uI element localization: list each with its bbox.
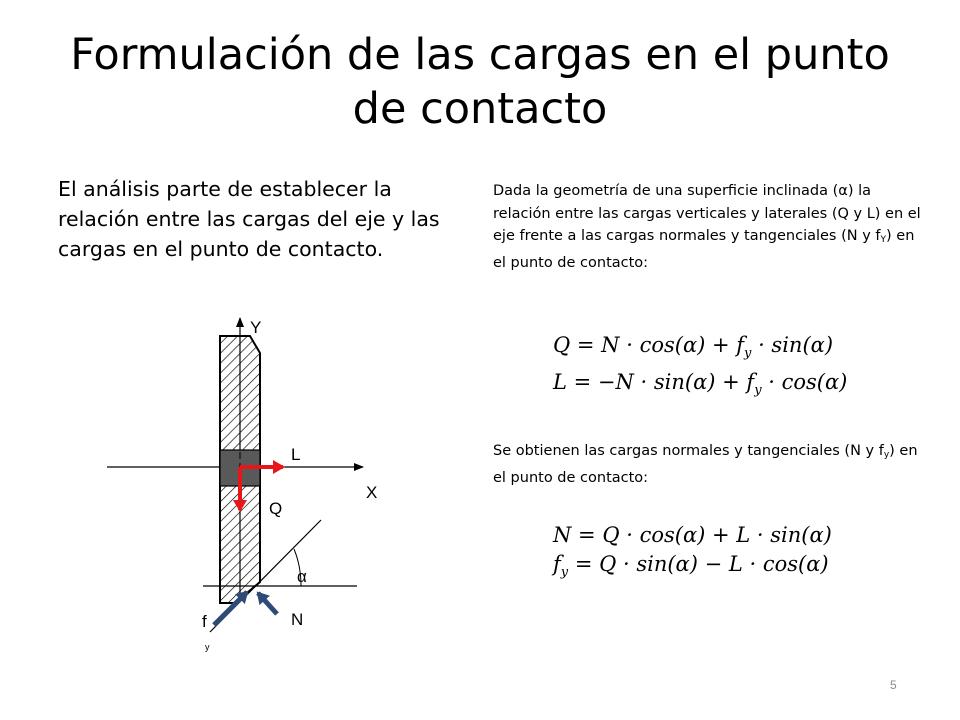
equation-q-tail: · sin(α) [751, 333, 834, 357]
equation-q-sub: y [744, 346, 752, 361]
label-f: f [202, 612, 207, 631]
y-axis-label: Y [250, 318, 262, 337]
equation-l-tail: · cos(α) [761, 370, 848, 394]
description-geometry-tail: ) en el punto de contacto: [493, 228, 915, 271]
label-alpha: α [297, 567, 307, 586]
force-diagram [95, 300, 415, 660]
x-axis-label: X [366, 483, 378, 502]
intro-text: El análisis parte de establecer la relación entre las cargas del eje y las cargas en el punto de contacto. [58, 177, 440, 261]
description-geometry [493, 180, 923, 274]
equation-fy [553, 550, 832, 587]
equation-l-lhs: L [553, 370, 567, 394]
description-contact [493, 440, 923, 489]
equation-fy-rhs: = Q · sin(α) − L · cos(α) [568, 552, 829, 576]
equations-contact [553, 521, 832, 587]
equation-n-lhs: N [553, 523, 572, 547]
slide-title: Formulación de las cargas en el punto de contacto [70, 30, 890, 134]
equation-n [553, 521, 832, 550]
equation-l-rhs: = −N · sin(α) + f [566, 370, 755, 394]
equation-fy-sub: y [560, 565, 569, 580]
description-contact-subscript: y [883, 450, 890, 460]
description-geometry-text: Dada la geometría de una superficie inclinada (α) la relación entre las cargas verticales y laterales (Q y L) en el eje frente a las cargas normales y tangenciales (N y f [493, 183, 921, 244]
description-contact-tail: ) en el punto de contacto: [493, 443, 918, 486]
description-contact-text: Se obtienen las cargas normales y tangenciales (N y f [493, 443, 884, 459]
equation-q [553, 331, 847, 368]
equation-l [553, 368, 847, 405]
equation-n-rhs: = Q · cos(α) + L · sin(α) [571, 523, 832, 547]
label-q: Q [269, 499, 283, 518]
force-n-arrow [258, 593, 277, 614]
equation-q-lhs: Q [553, 333, 571, 357]
equations-loads [553, 331, 847, 405]
label-n: N [291, 610, 304, 629]
equation-q-rhs: = N · cos(α) + f [570, 333, 745, 357]
description-geometry-subscript: Y [880, 235, 887, 245]
label-f-subscript: y [205, 642, 210, 652]
label-l: L [291, 445, 301, 464]
equation-l-sub: y [754, 383, 762, 398]
equation-fy-lhs: f [553, 552, 561, 576]
page-number: 5 [890, 678, 897, 692]
